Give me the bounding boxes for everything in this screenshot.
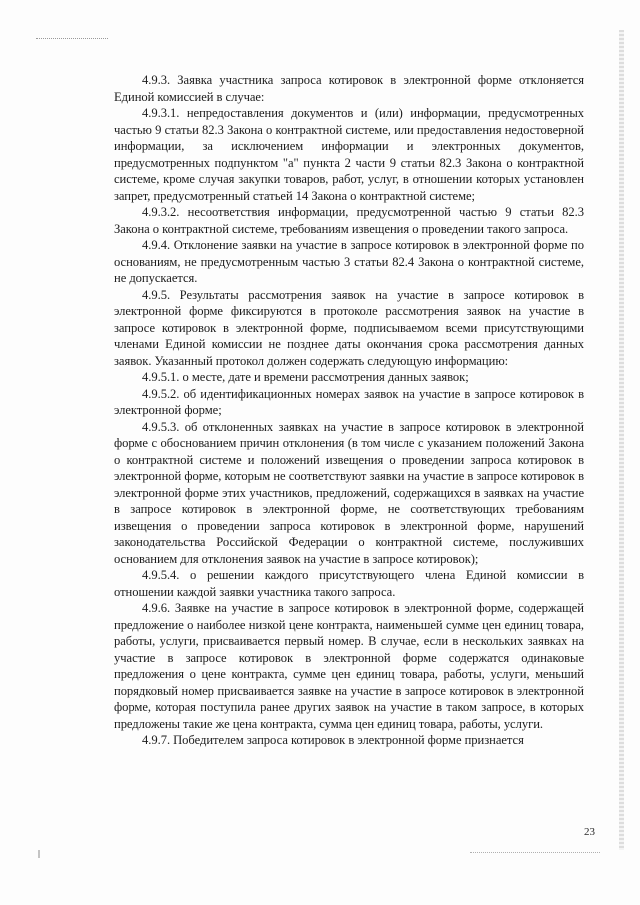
clause-4-9-3-1: 4.9.3.1. непредоставления документов и (или) информации, предусмотренных частью 9 статьи 82.3 Закона о контрактной системе, или предоставления недостоверной информации, за исключением информации и электронных документов, предусмотренных подпунктом "а" пункта 2 части 9 статьи 82.3 Закона о контрактной системе, кроме случая закупки товаров, работ, услуг, в отношении которых установлен запрет, предусмотренный статьей 14 Закона о контрактной системе; [114, 106, 584, 203]
clause-4-9-5-4: 4.9.5.4. о решении каждого присутствующего члена Единой комиссии в отношении каждой заявки участника такого запроса. [114, 568, 584, 599]
page-number: 23 [584, 826, 595, 838]
clause-4-9-7: 4.9.7. Победителем запроса котировок в электронной форме признается [142, 733, 524, 747]
scan-artifact-top [36, 38, 108, 39]
clause-4-9-5-3: 4.9.5.3. об отклоненных заявках на участие в запросе котировок в электронной форме с обоснованием причин отклонения (в том числе с указанием положений Закона о контрактной системе и положений извещения о проведении запроса котировок в электронной форме, которым не соответствуют заявки на участие в запросе котировок в электронной форме этих участников, предложений, содержащихся в заявках на участие в запросе котировок в электронной форме, не соответствующих требованиям извещения о проведении запроса котировок в электронной форме, нарушений законодательства Российской Федерации о контрактной системе, послуживших основанием для отклонения заявок на участие в запросе котировок); [114, 419, 584, 566]
clause-4-9-5: 4.9.5. Результаты рассмотрения заявок на участие в запросе котировок в электронной форме фиксируются в протоколе рассмотрения заявок на участие в запросе котировок в электронной форме, подписываемом всеми присутствующими членами Единой комиссии не позднее даты окончания срока рассмотрения данных заявок. Указанный протокол должен содержать следующую информацию: [114, 287, 584, 368]
clause-4-9-5-2: 4.9.5.2. об идентификационных номерах заявок на участие в запросе котировок в электронной форме; [114, 386, 584, 417]
clause-4-9-3-2: 4.9.3.2. несоответствия информации, предусмотренной частью 9 статьи 82.3 Закона о контрактной системе, требованиям извещения о проведении такого запроса. [114, 205, 584, 236]
clause-4-9-6: 4.9.6. Заявке на участие в запросе котировок в электронной форме, содержащей предложение о наиболее низкой цене контракта, наименьшей сумме цен единиц товара, работы, услуги, присваивается первый номер. В случае, если в нескольких заявках на участие в запросе котировок в электронной форме содержатся одинаковые предложения о цене контракта, сумме цен единиц товара, работы, услуги, меньший порядковый номер присваивается заявке на участие в запросе котировок в электронной форме, которая поступила ранее других заявок на участие в таком запросе, в которых предложены такие же цена контракта, сумма цен единиц товара, работы, услуги. [114, 601, 584, 731]
scan-artifact-bottom [470, 852, 600, 853]
clause-4-9-4: 4.9.4. Отклонение заявки на участие в запросе котировок в электронной форме по основаниям, не предусмотренным частью 3 статьи 82.4 Закона о контрактной системе, не допускается. [114, 238, 584, 285]
scan-artifact-speck [38, 850, 40, 858]
scan-edge-shadow [619, 30, 624, 850]
clause-4-9-3: 4.9.3. Заявка участника запроса котировок в электронной форме отклоняется Единой комиссией в случае: [114, 73, 584, 104]
document-body [114, 72, 584, 749]
clause-4-9-5-1: 4.9.5.1. о месте, дате и времени рассмотрения данных заявок; [142, 370, 469, 384]
